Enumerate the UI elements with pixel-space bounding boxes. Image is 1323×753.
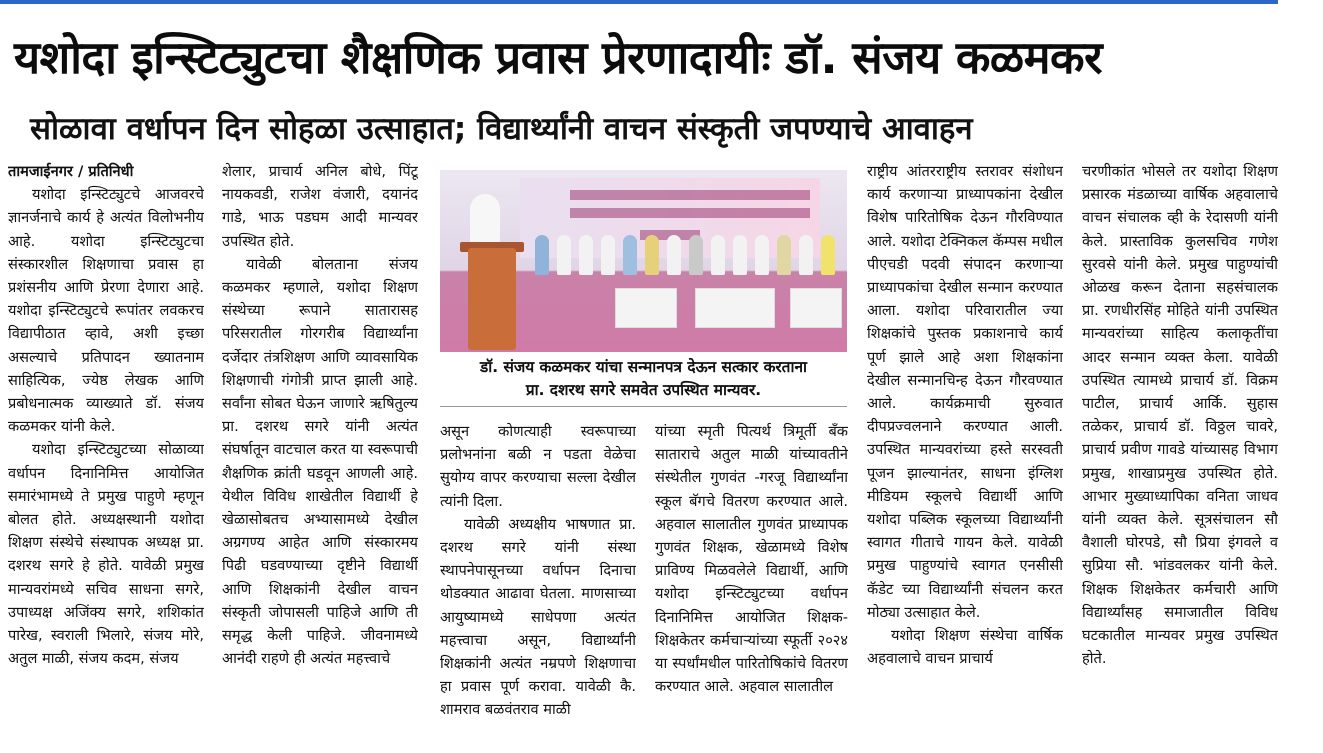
paragraph: यावेळी अध्यक्षीय भाषणात प्रा. दशरथ सगरे यांनी संस्था स्थापनेपासूनच्या वर्धापन दिनाचा थोडक्यात आढावा घेतला. माणसाच्या आयुष्यामध्ये साधेपणा अत्यंत महत्त्वाचा असून, विद्यार्थ्यांनी शिक्षकांनी अत्यंत नम्रपणे शिक्षणाचा हा प्रवास पूर्ण करावा. यावेळी कै. शामराव बळवंतराव माळी [440, 515, 636, 719]
dateline: तामजाईनगर / प्रतिनिधी [8, 163, 134, 180]
article-column-3 [440, 420, 636, 753]
article-column-2 [222, 160, 418, 753]
paragraph: शेलार, प्राचार्य अनिल बोधे, पिंटू नायकवडी, राजेश वंजारी, दयानंद गाडे, भाऊ पडघम आदी मान्यवर उपस्थित होते. [222, 163, 418, 250]
stage-table [615, 288, 677, 328]
paragraph: राष्ट्रीय आंतरराष्ट्रीय स्तरावर संशोधन कार्य करणाऱ्या प्राध्यापकांना देखील विशेष पारितोषिक देऊन गौरविण्यात आले. यशोदा टेक्निकल कॅम्पस मधील पीएचडी पदवी संपादन करणाऱ्या प्राध्यापकांचा देखील सन्मान करण्यात आला. यशोदा परिवारातील ज्या शिक्षकांचे पुस्तक प्रकाशनाचे कार्य पूर्ण झाले आहे अशा शिक्षकांना देखील सन्मानचिन्ह देऊन गौरवण्यात आले. कार्यक्रमाची सुरुवात दीपप्रज्वलनाने करण्यात आली. उपस्थित मान्यवरांच्या हस्ते सरस्वती पूजन झाल्यानंतर, साधना इंग्लिश मीडियम स्कूलचे विद्यार्थी आणि यशोदा पब्लिक स्कूलच्या विद्यार्थ्यांनी स्वागत गीताचे गायन केले. यावेळी प्रमुख पाहुण्यांचे स्वागत एनसीसी कॅडेट च्या विद्यार्थ्यांनी संचलन करत मोठ्या उत्साहात केले. [867, 163, 1063, 621]
caption-divider [440, 406, 847, 407]
paragraph: यशोदा इन्स्टिट्युटच्या सोळाव्या वर्धापन दिनानिमित्त आयोजित समारंभामध्ये ते प्रमुख पाहुणे म्हणून बोलत होते. अध्यक्षस्थानी यशोदा शिक्षण संस्थेचे संस्थापक अध्यक्ष प्रा. दशरथ सगरे हे होते. यावेळी प्रमुख मान्यवरांमध्ये सचिव साधना सगरे, उपाध्यक्ष अजिंक्य सगरे, शशिकांत पारेख, स्वराली भिलारे, संजय मोरे, अतुल माळी, संजय कदम, संजय [8, 441, 204, 668]
article-column-6 [1082, 160, 1278, 753]
article-column-1 [8, 160, 204, 753]
article-column-5 [867, 160, 1063, 753]
event-photo [440, 170, 847, 352]
podium [468, 248, 516, 350]
paragraph: चरणीकांत भोसले तर यशोदा शिक्षण प्रसारक मंडळाच्या वार्षिक अहवालाचे वाचन संचालक व्ही के रेदासणी यांनी केले. प्रास्ताविक कुलसचिव गणेश सुरवसे यांनी केले. प्रमुख पाहुण्यांची ओळख करून देताना सहसंचालक प्रा. रणधीरसिंह मोहिते यांनी उपस्थित मान्यवरांच्या साहित्य कलाकृतींचा आदर सन्मान व्यक्त केला. यावेळी उपस्थित त्यामध्ये प्राचार्य डॉ. विक्रम पाटील, प्राचार्य आर्कि. सुहास तळेकर, प्राचार्य डॉ. विठ्ठल चावरे, प्राचार्य प्रवीण गावडे यांच्यासह विभाग प्रमुख, शाखाप्रमुख उपस्थित होते. आभार मुख्याध्यापिका वनिता जाधव यांनी व्यक्त केले. सूत्रसंचालन सौ वैशाली घोरपडे, सौ प्रिया इंगवले व सुप्रिया सौ. भांडवलकर यांनी केले. शिक्षक शिक्षकेतर कर्मचारी आणि विद्यार्थ्यांसह समाजातील विविध घटकातील मान्यवर प्रमुख उपस्थित होते. [1082, 163, 1278, 668]
headline: यशोदा इन्स्टिट्युटचा शैक्षणिक प्रवास प्रेरणादायीः डॉ. संजय कळमकर [14, 31, 1103, 84]
dignitaries-row [535, 230, 835, 275]
paragraph: यांच्या स्मृती पित्यर्थ त्रिमूर्ती बँक साताराचे अतुल माळी यांच्यावतीने संस्थेतील गुणवंत -गरजू विद्यार्थ्यांना स्कूल बॅगचे वितरण करण्यात आले. अहवाल सालातील गुणवंत प्राध्यापक गुणवंत शिक्षक, खेळामध्ये विशेष प्राविण्य मिळवलेले विद्यार्थी, आणि यशोदा इन्स्टिट्युटच्या वर्धापन दिनानिमित्त आयोजित शिक्षक-शिक्षकेतर कर्मचाऱ्यांच्या स्फूर्ती २०२४ या स्पर्धांमधील पारितोषिकांचे वितरण करण्यात आले. अहवाल सालातील [655, 423, 848, 696]
speaker-figure [470, 194, 500, 244]
top-accent-line [0, 0, 1278, 4]
subheadline: सोळावा वर्धापन दिन सोहळा उत्साहात; विद्यार्थ्यांनी वाचन संस्कृती जपण्याचे आवाहन [30, 111, 973, 147]
photo-caption [440, 356, 847, 402]
paragraph: यशोदा इन्स्टिट्युटचे आजवरचे ज्ञानर्जनाचे कार्य हे अत्यंत विलोभनीय आहे. यशोदा इन्स्टिट्युटचा संस्कारशील शिक्षणाचा प्रवास हा प्रशंसनीय आणि प्रेरणा देणारा आहे. यशोदा इन्स्टिट्युटचे रूपांतर लवकरच विद्यापीठात व्हावे, अशी इच्छा असल्याचे प्रतिपादन ख्यातनाम साहित्यिक, ज्येष्ठ लेखक आणि प्रबोधनात्मक व्याख्याते डॉ. संजय कळमकर यांनी केले. [8, 186, 204, 436]
stage-table [790, 288, 842, 328]
paragraph: असून कोणत्याही स्वरूपाच्या प्रलोभनांना बळी न पडता वेळेचा सुयोग्य वापर करण्याचा सल्ला देखील त्यांनी दिला. [440, 423, 636, 510]
stage-table [695, 288, 775, 328]
caption-line: प्रा. दशरथ सगरे समवेत उपस्थित मान्यवर. [525, 381, 762, 399]
paragraph: यशोदा शिक्षण संस्थेचा वार्षिक अहवालाचे वाचन प्राचार्य [867, 627, 1063, 668]
caption-line: डॉ. संजय कळमकर यांचा सन्मानपत्र देऊन सत्कार करताना [480, 358, 807, 376]
paragraph: यावेळी बोलताना संजय कळमकर म्हणाले, यशोदा शिक्षण संस्थेच्या रूपाने सातारासह परिसरातील गोरगरीब विद्यार्थ्यांना दर्जेदार तंत्रशिक्षण आणि व्यावसायिक शिक्षणाची गंगोत्री प्राप्त झाली आहे. सर्वांना सोबत घेऊन जाणारे ऋषितुल्य प्रा. दशरथ सगरे यांनी अत्यंत संघर्षातून वाटचाल करत या स्वरूपाची शैक्षणिक क्रांती घडवून आणली आहे. येथील विविध शाखेतील विद्यार्थी हे खेळासोबतच अभ्यासामध्ये देखील अग्रगण्य आहेत आणि संस्कारमय पिढी घडवण्याच्या दृष्टीने विद्यार्थी आणि शिक्षकांनी देखील वाचन संस्कृती जोपासली पाहिजे आणि ती समृद्ध केली पाहिजे. जीवनामध्ये आनंदी राहणे ही अत्यंत महत्त्वाचे [222, 255, 418, 668]
article-column-4 [655, 420, 848, 753]
